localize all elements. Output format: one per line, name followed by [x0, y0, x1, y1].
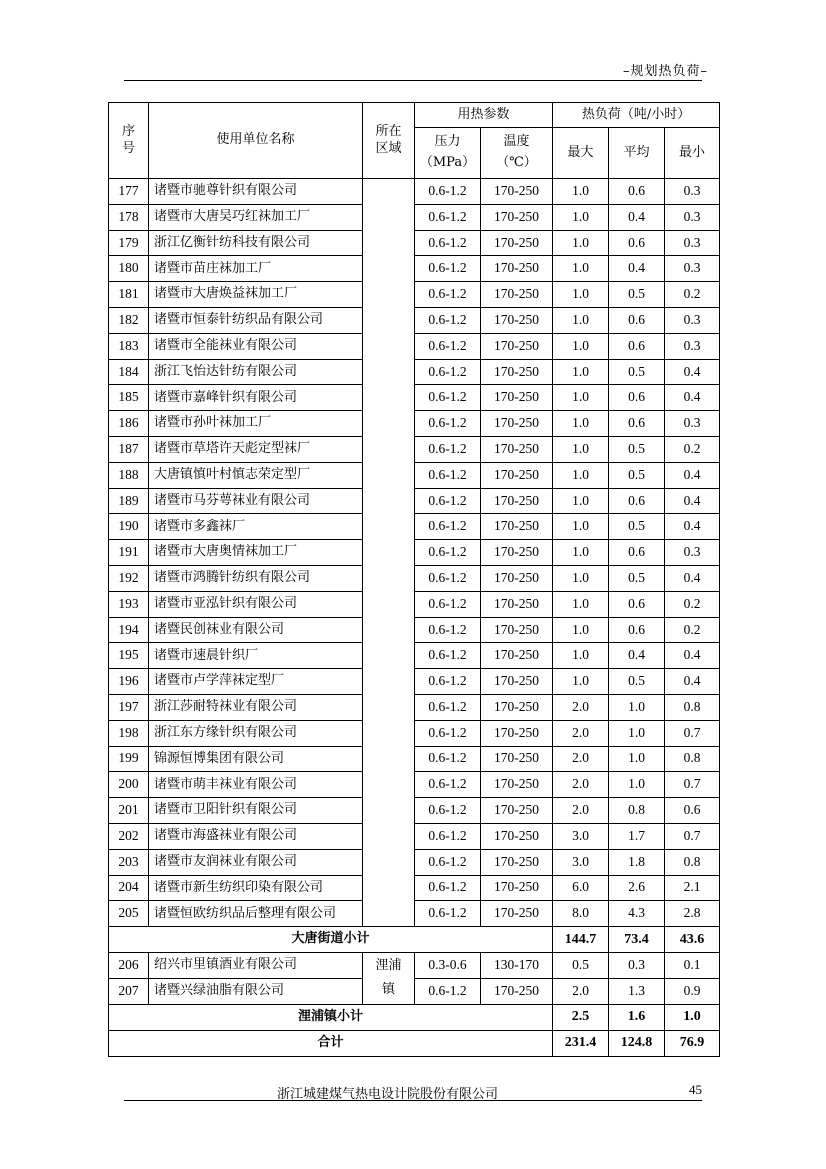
row-area — [363, 953, 415, 1005]
row-company-name: 诸暨市恒泰针纺织品有限公司 — [149, 307, 363, 333]
row-seq: 198 — [109, 720, 149, 746]
col-load-group-header: 热负荷（吨/小时） — [553, 103, 720, 128]
row-seq: 193 — [109, 591, 149, 617]
row-company-name: 诸暨市大唐奥情袜加工厂 — [149, 540, 363, 566]
row-avg: 0.4 — [609, 204, 665, 230]
row-seq: 184 — [109, 359, 149, 385]
row-seq: 194 — [109, 617, 149, 643]
row-temperature: 170-250 — [481, 591, 553, 617]
row-avg: 4.3 — [609, 901, 665, 927]
header-title: –规划热负荷– — [622, 64, 708, 79]
table-row — [109, 953, 720, 979]
row-max: 2.0 — [553, 720, 609, 746]
row-seq: 203 — [109, 849, 149, 875]
row-company-name: 诸暨市嘉峰针织有限公司 — [149, 385, 363, 411]
row-temperature: 170-250 — [481, 230, 553, 256]
row-seq: 205 — [109, 901, 149, 927]
row-avg: 1.0 — [609, 746, 665, 772]
row-company-name: 诸暨市大唐吴巧红袜加工厂 — [149, 204, 363, 230]
col-min-header: 最小 — [665, 128, 720, 179]
row-pressure: 0.6-1.2 — [415, 978, 481, 1004]
row-min: 0.7 — [665, 720, 720, 746]
table-row — [109, 436, 720, 462]
row-min: 0.4 — [665, 514, 720, 540]
row-temperature: 170-250 — [481, 411, 553, 437]
subtotal-max: 2.5 — [553, 1004, 609, 1030]
row-pressure: 0.6-1.2 — [415, 591, 481, 617]
row-seq: 187 — [109, 436, 149, 462]
row-company-name: 诸暨市速晨针织厂 — [149, 643, 363, 669]
row-temperature: 170-250 — [481, 333, 553, 359]
row-max: 1.0 — [553, 436, 609, 462]
row-avg: 0.3 — [609, 953, 665, 979]
row-seq: 186 — [109, 411, 149, 437]
subtotal-label: 大唐街道小计 — [109, 927, 553, 953]
row-avg: 0.8 — [609, 798, 665, 824]
row-seq: 201 — [109, 798, 149, 824]
row-avg: 0.6 — [609, 179, 665, 205]
row-max: 1.0 — [553, 617, 609, 643]
row-seq: 177 — [109, 179, 149, 205]
row-min: 0.8 — [665, 849, 720, 875]
row-pressure: 0.6-1.2 — [415, 823, 481, 849]
table-row — [109, 772, 720, 798]
row-max: 1.0 — [553, 514, 609, 540]
row-min: 0.3 — [665, 256, 720, 282]
row-seq: 200 — [109, 772, 149, 798]
table-row — [109, 359, 720, 385]
row-avg: 1.7 — [609, 823, 665, 849]
table-row — [109, 617, 720, 643]
header-rule — [124, 80, 702, 81]
row-max: 2.0 — [553, 694, 609, 720]
table-row — [109, 256, 720, 282]
row-company-name: 诸暨市卢学萍袜定型厂 — [149, 669, 363, 695]
subtotal-label: 浬浦镇小计 — [109, 1004, 553, 1030]
row-company-name: 诸暨民创袜业有限公司 — [149, 617, 363, 643]
row-temperature: 170-250 — [481, 669, 553, 695]
row-min: 0.2 — [665, 282, 720, 308]
row-min: 0.9 — [665, 978, 720, 1004]
row-seq: 185 — [109, 385, 149, 411]
col-params-group-header: 用热参数 — [415, 103, 553, 128]
row-avg: 0.5 — [609, 462, 665, 488]
table-row — [109, 798, 720, 824]
row-pressure: 0.6-1.2 — [415, 849, 481, 875]
row-min: 0.8 — [665, 694, 720, 720]
row-seq: 190 — [109, 514, 149, 540]
row-pressure: 0.6-1.2 — [415, 359, 481, 385]
subtotal-avg: 73.4 — [609, 927, 665, 953]
row-avg: 0.6 — [609, 385, 665, 411]
row-seq: 182 — [109, 307, 149, 333]
row-temperature: 170-250 — [481, 823, 553, 849]
row-temperature: 170-250 — [481, 643, 553, 669]
row-max: 1.0 — [553, 488, 609, 514]
table-row — [109, 591, 720, 617]
row-min: 0.8 — [665, 746, 720, 772]
col-seq-header: 序 号 — [109, 103, 149, 179]
row-company-name: 绍兴市里镇酒业有限公司 — [149, 953, 363, 979]
row-min: 0.4 — [665, 565, 720, 591]
row-company-name: 诸暨市鸿腾针纺织有限公司 — [149, 565, 363, 591]
table-row — [109, 823, 720, 849]
row-avg: 1.0 — [609, 720, 665, 746]
row-avg: 0.5 — [609, 565, 665, 591]
total-min: 76.9 — [665, 1030, 720, 1056]
row-temperature: 170-250 — [481, 720, 553, 746]
row-max: 1.0 — [553, 179, 609, 205]
row-seq: 178 — [109, 204, 149, 230]
subtotal-min: 43.6 — [665, 927, 720, 953]
table-row — [109, 179, 720, 205]
row-temperature: 170-250 — [481, 307, 553, 333]
row-max: 1.0 — [553, 385, 609, 411]
row-temperature: 170-250 — [481, 978, 553, 1004]
row-pressure: 0.6-1.2 — [415, 643, 481, 669]
row-company-name: 诸暨市新生纺织印染有限公司 — [149, 875, 363, 901]
table-row — [109, 694, 720, 720]
row-pressure: 0.6-1.2 — [415, 256, 481, 282]
row-temperature: 170-250 — [481, 901, 553, 927]
row-min: 0.4 — [665, 385, 720, 411]
total-row — [109, 1030, 720, 1056]
row-temperature: 170-250 — [481, 772, 553, 798]
row-max: 2.0 — [553, 772, 609, 798]
row-company-name: 诸暨市萌丰袜业有限公司 — [149, 772, 363, 798]
col-temperature-header: 温度 （℃） — [481, 128, 553, 179]
row-max: 1.0 — [553, 333, 609, 359]
col-max-header: 最大 — [553, 128, 609, 179]
row-temperature: 170-250 — [481, 617, 553, 643]
row-seq: 202 — [109, 823, 149, 849]
table-row — [109, 875, 720, 901]
row-pressure: 0.6-1.2 — [415, 694, 481, 720]
row-min: 0.3 — [665, 333, 720, 359]
row-seq: 199 — [109, 746, 149, 772]
heat-load-table — [108, 102, 720, 1057]
row-min: 0.3 — [665, 179, 720, 205]
table-row — [109, 307, 720, 333]
row-avg: 1.0 — [609, 694, 665, 720]
table-row — [109, 230, 720, 256]
row-temperature: 170-250 — [481, 798, 553, 824]
row-company-name: 诸暨市亚泓针织有限公司 — [149, 591, 363, 617]
row-company-name: 诸暨市多鑫袜厂 — [149, 514, 363, 540]
row-avg: 0.5 — [609, 669, 665, 695]
row-company-name: 锦源恒博集团有限公司 — [149, 746, 363, 772]
row-pressure: 0.6-1.2 — [415, 230, 481, 256]
row-pressure: 0.6-1.2 — [415, 333, 481, 359]
subtotal-min: 1.0 — [665, 1004, 720, 1030]
table-row — [109, 978, 720, 1004]
table-row — [109, 411, 720, 437]
subtotal-row — [109, 1004, 720, 1030]
row-min: 0.2 — [665, 591, 720, 617]
row-pressure: 0.6-1.2 — [415, 411, 481, 437]
row-min: 2.1 — [665, 875, 720, 901]
table-row — [109, 746, 720, 772]
row-avg: 0.6 — [609, 333, 665, 359]
col-area-header: 所在 区域 — [363, 103, 415, 179]
table-row — [109, 720, 720, 746]
row-temperature: 130-170 — [481, 953, 553, 979]
row-max: 2.0 — [553, 746, 609, 772]
row-avg: 0.6 — [609, 488, 665, 514]
row-pressure: 0.6-1.2 — [415, 772, 481, 798]
table-row — [109, 514, 720, 540]
row-max: 1.0 — [553, 643, 609, 669]
row-min: 0.1 — [665, 953, 720, 979]
row-pressure: 0.6-1.2 — [415, 901, 481, 927]
row-avg: 0.5 — [609, 359, 665, 385]
row-seq: 191 — [109, 540, 149, 566]
footer-rule — [124, 1100, 702, 1101]
row-max: 1.0 — [553, 230, 609, 256]
row-pressure: 0.6-1.2 — [415, 462, 481, 488]
row-max: 8.0 — [553, 901, 609, 927]
total-max: 231.4 — [553, 1030, 609, 1056]
table-row — [109, 385, 720, 411]
table-row — [109, 849, 720, 875]
row-max: 6.0 — [553, 875, 609, 901]
row-pressure: 0.6-1.2 — [415, 565, 481, 591]
row-pressure: 0.6-1.2 — [415, 514, 481, 540]
row-temperature: 170-250 — [481, 359, 553, 385]
row-seq: 188 — [109, 462, 149, 488]
row-avg: 0.6 — [609, 540, 665, 566]
row-company-name: 诸暨市海盛袜业有限公司 — [149, 823, 363, 849]
row-seq: 206 — [109, 953, 149, 979]
table-row — [109, 901, 720, 927]
row-seq: 179 — [109, 230, 149, 256]
row-pressure: 0.6-1.2 — [415, 204, 481, 230]
row-max: 1.0 — [553, 307, 609, 333]
subtotal-max: 144.7 — [553, 927, 609, 953]
table-row — [109, 333, 720, 359]
row-temperature: 170-250 — [481, 256, 553, 282]
row-max: 1.0 — [553, 462, 609, 488]
row-company-name: 诸暨市马芬萼袜业有限公司 — [149, 488, 363, 514]
row-seq: 189 — [109, 488, 149, 514]
row-avg: 0.5 — [609, 436, 665, 462]
table-row — [109, 462, 720, 488]
row-pressure: 0.6-1.2 — [415, 798, 481, 824]
col-name-header: 使用单位名称 — [149, 103, 363, 179]
row-company-name: 浙江飞怡达针纺有限公司 — [149, 359, 363, 385]
row-temperature: 170-250 — [481, 204, 553, 230]
row-max: 1.0 — [553, 256, 609, 282]
row-avg: 0.4 — [609, 256, 665, 282]
row-avg: 1.3 — [609, 978, 665, 1004]
row-avg: 0.6 — [609, 307, 665, 333]
row-area — [363, 179, 415, 927]
row-max: 1.0 — [553, 411, 609, 437]
row-pressure: 0.6-1.2 — [415, 669, 481, 695]
row-avg: 1.8 — [609, 849, 665, 875]
row-max: 1.0 — [553, 540, 609, 566]
row-temperature: 170-250 — [481, 849, 553, 875]
row-seq: 195 — [109, 643, 149, 669]
row-temperature: 170-250 — [481, 436, 553, 462]
row-min: 0.7 — [665, 823, 720, 849]
row-min: 0.4 — [665, 488, 720, 514]
row-max: 1.0 — [553, 282, 609, 308]
row-seq: 192 — [109, 565, 149, 591]
row-seq: 204 — [109, 875, 149, 901]
row-avg: 1.0 — [609, 772, 665, 798]
row-pressure: 0.6-1.2 — [415, 488, 481, 514]
row-pressure: 0.6-1.2 — [415, 179, 481, 205]
row-company-name: 诸暨兴绿油脂有限公司 — [149, 978, 363, 1004]
table-row — [109, 488, 720, 514]
row-company-name: 诸暨市大唐焕益袜加工厂 — [149, 282, 363, 308]
row-min: 0.3 — [665, 540, 720, 566]
row-min: 0.4 — [665, 643, 720, 669]
total-avg: 124.8 — [609, 1030, 665, 1056]
row-temperature: 170-250 — [481, 694, 553, 720]
row-seq: 207 — [109, 978, 149, 1004]
row-pressure: 0.6-1.2 — [415, 540, 481, 566]
row-seq: 181 — [109, 282, 149, 308]
row-temperature: 170-250 — [481, 746, 553, 772]
row-temperature: 170-250 — [481, 488, 553, 514]
row-pressure: 0.6-1.2 — [415, 436, 481, 462]
row-temperature: 170-250 — [481, 540, 553, 566]
row-min: 0.3 — [665, 411, 720, 437]
row-company-name: 诸暨市卫阳针织有限公司 — [149, 798, 363, 824]
row-company-name: 浙江亿衡针纺科技有限公司 — [149, 230, 363, 256]
row-temperature: 170-250 — [481, 385, 553, 411]
row-avg: 0.5 — [609, 514, 665, 540]
total-label: 合计 — [109, 1030, 553, 1056]
row-max: 1.0 — [553, 669, 609, 695]
row-temperature: 170-250 — [481, 462, 553, 488]
row-min: 0.3 — [665, 307, 720, 333]
row-min: 2.8 — [665, 901, 720, 927]
row-max: 1.0 — [553, 591, 609, 617]
row-company-name: 大唐镇慎叶村慎志荣定型厂 — [149, 462, 363, 488]
row-temperature: 170-250 — [481, 514, 553, 540]
area-label: 浬浦 镇 — [375, 957, 402, 998]
row-temperature: 170-250 — [481, 282, 553, 308]
row-avg: 0.5 — [609, 282, 665, 308]
row-pressure: 0.6-1.2 — [415, 875, 481, 901]
row-company-name: 诸暨市全能袜业有限公司 — [149, 333, 363, 359]
row-pressure: 0.6-1.2 — [415, 385, 481, 411]
row-avg: 0.4 — [609, 643, 665, 669]
subtotal-avg: 1.6 — [609, 1004, 665, 1030]
row-seq: 183 — [109, 333, 149, 359]
row-avg: 0.6 — [609, 591, 665, 617]
row-company-name: 浙江东方缘针织有限公司 — [149, 720, 363, 746]
row-max: 1.0 — [553, 359, 609, 385]
row-min: 0.2 — [665, 436, 720, 462]
row-avg: 0.6 — [609, 617, 665, 643]
row-company-name: 诸暨市苗庄袜加工厂 — [149, 256, 363, 282]
row-min: 0.7 — [665, 772, 720, 798]
row-pressure: 0.6-1.2 — [415, 617, 481, 643]
row-max: 1.0 — [553, 565, 609, 591]
table-row — [109, 540, 720, 566]
row-max: 3.0 — [553, 823, 609, 849]
row-min: 0.2 — [665, 617, 720, 643]
row-max: 0.5 — [553, 953, 609, 979]
row-max: 3.0 — [553, 849, 609, 875]
row-company-name: 诸暨市草塔许天彪定型袜厂 — [149, 436, 363, 462]
col-pressure-header: 压力 （MPa） — [415, 128, 481, 179]
row-min: 0.4 — [665, 462, 720, 488]
row-temperature: 170-250 — [481, 179, 553, 205]
row-max: 2.0 — [553, 798, 609, 824]
row-pressure: 0.6-1.2 — [415, 307, 481, 333]
row-temperature: 170-250 — [481, 565, 553, 591]
row-company-name: 诸暨市孙叶袜加工厂 — [149, 411, 363, 437]
row-pressure: 0.6-1.2 — [415, 746, 481, 772]
row-max: 1.0 — [553, 204, 609, 230]
table-row — [109, 565, 720, 591]
table-row — [109, 282, 720, 308]
table-row — [109, 643, 720, 669]
row-pressure: 0.3-0.6 — [415, 953, 481, 979]
row-min: 0.3 — [665, 230, 720, 256]
row-avg: 0.6 — [609, 411, 665, 437]
row-seq: 197 — [109, 694, 149, 720]
row-company-name: 浙江莎耐特袜业有限公司 — [149, 694, 363, 720]
row-company-name: 诸暨恒欧纺织品后整理有限公司 — [149, 901, 363, 927]
row-min: 0.6 — [665, 798, 720, 824]
footer-company: 浙江城建煤气热电设计院股份有限公司 — [277, 1087, 499, 1102]
row-seq: 180 — [109, 256, 149, 282]
row-min: 0.3 — [665, 204, 720, 230]
page-number: 45 — [689, 1082, 702, 1097]
row-company-name: 诸暨市友润袜业有限公司 — [149, 849, 363, 875]
row-pressure: 0.6-1.2 — [415, 282, 481, 308]
col-avg-header: 平均 — [609, 128, 665, 179]
row-company-name: 诸暨市驰尊针织有限公司 — [149, 179, 363, 205]
table-row — [109, 669, 720, 695]
table-body — [109, 179, 720, 1057]
row-max: 2.0 — [553, 978, 609, 1004]
table-row — [109, 204, 720, 230]
row-avg: 0.6 — [609, 230, 665, 256]
row-seq: 196 — [109, 669, 149, 695]
row-min: 0.4 — [665, 669, 720, 695]
row-pressure: 0.6-1.2 — [415, 720, 481, 746]
row-avg: 2.6 — [609, 875, 665, 901]
subtotal-row — [109, 927, 720, 953]
row-min: 0.4 — [665, 359, 720, 385]
row-temperature: 170-250 — [481, 875, 553, 901]
